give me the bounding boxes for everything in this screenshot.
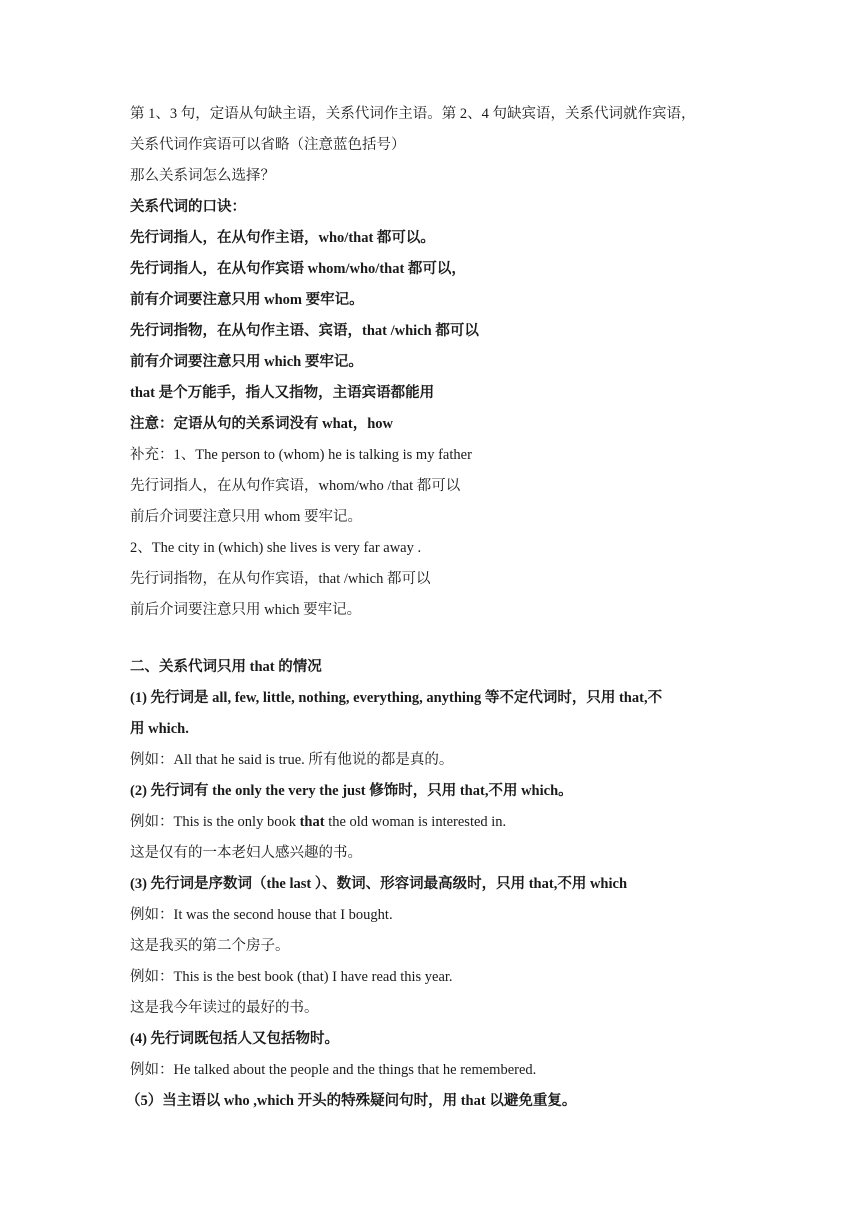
text-line: 第 1、3 句，定语从句缺主语，关系代词作主语。第 2、4 句缺宾语，关系代词就作宾语， [130,106,696,122]
mnemonic-line: 先行词指物，在从句作主语、宾语，that /which 都可以 [130,323,479,339]
example-2-bold: that [299,814,325,830]
text-line: 前后介词要注意只用 which 要牢记。 [130,602,362,618]
rule-1: (1) 先行词是 all, few, little, nothing, everything, anything 等不定代词时，只用 that,不 [130,690,663,706]
document-page [126,99,770,1117]
paragraph-gap [130,626,770,652]
text-line: 2、The city in (which) she lives is very far away . [130,540,422,556]
example-2-translation: 这是仅有的一本老妇人感兴趣的书。 [130,845,362,861]
example-4: 例如：He talked about the people and the things that he remembered. [130,1062,537,1078]
example-2 [130,807,770,838]
mnemonic-line: that 是个万能手，指人又指物，主语宾语都能用 [130,385,435,401]
section-relative-pronoun-rules [130,99,770,626]
example-1: 例如：All that he said is true. 所有他说的都是真的。 [130,752,454,768]
example-2-after: the old woman is interested in. [324,814,507,830]
note-line: 注意：定语从句的关系词没有 what，how [130,416,394,432]
example-2-before: 例如：This is the only book [130,814,300,830]
text-line: 先行词指人，在从句作宾语，whom/who /that 都可以 [130,478,461,494]
text-line: 先行词指物，在从句作宾语，that /which 都可以 [130,571,431,587]
mnemonic-line: 先行词指人，在从句作主语，who/that 都可以。 [130,230,435,246]
text-line: 那么关系词怎么选择？ [130,168,275,184]
mnemonic-heading: 关系代词的口诀： [130,199,246,215]
rule-4: (4) 先行词既包括人又包括物时。 [130,1031,340,1047]
rule-2: (2) 先行词有 the only the very the just 修饰时，只用 that,不用 which。 [130,783,573,799]
supplement-line: 补充：1、The person to (whom) he is talking is my father [130,447,472,463]
rule-5: （5）当主语以 who ,which 开头的特殊疑问句时，用 that 以避免重复。 [126,1093,577,1109]
section-heading: 二、关系代词只用 that 的情况 [130,659,322,675]
rule-3: (3) 先行词是序数词（the last ）、数词、形容词最高级时，只用 that,不用 which [130,876,628,892]
mnemonic-line: 先行词指人，在从句作宾语 whom/who/that 都可以， [130,261,466,277]
text-line: 关系代词作宾语可以省略（注意蓝色括号） [130,137,406,153]
text-line: 前后介词要注意只用 whom 要牢记。 [130,509,362,525]
mnemonic-line: 前有介词要注意只用 which 要牢记。 [130,354,363,370]
example-3a: 例如：It was the second house that I bought. [130,907,393,923]
example-3a-translation: 这是我买的第二个房子。 [130,938,290,954]
rule-1-continued: 用 which. [130,721,189,737]
mnemonic-line: 前有介词要注意只用 whom 要牢记。 [130,292,364,308]
section-only-that [126,652,770,1117]
example-3b-translation: 这是我今年读过的最好的书。 [130,1000,319,1016]
example-3b: 例如：This is the best book (that) I have read this year. [130,969,453,985]
